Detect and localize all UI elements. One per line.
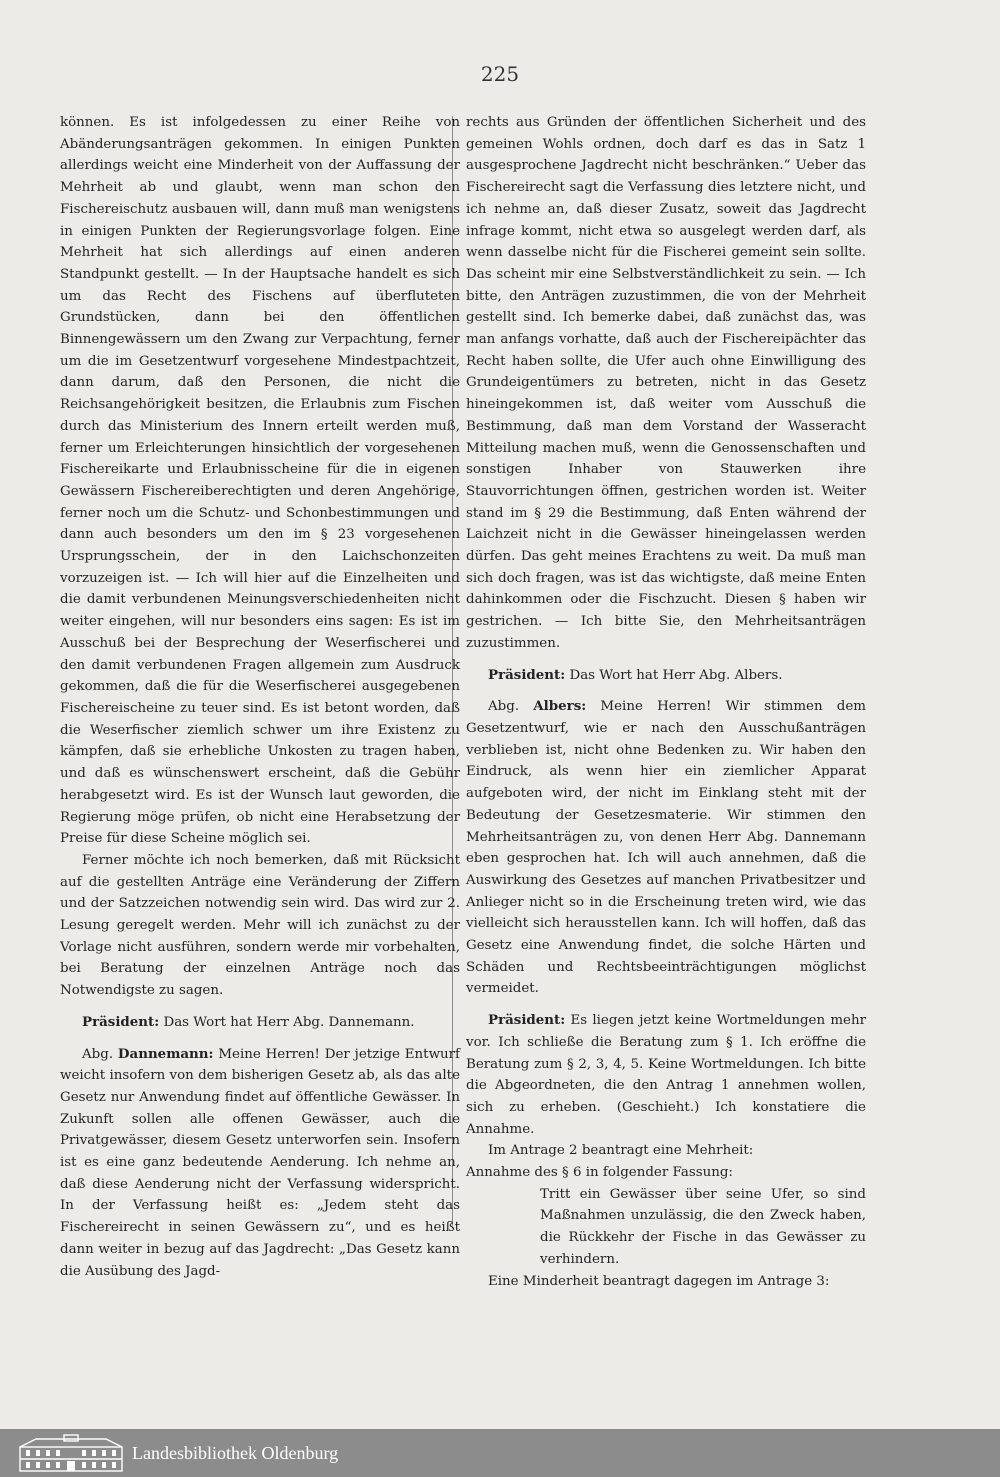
paragraph: können. Es ist infolgedessen zu einer Reihe von Abänderungsanträgen gekommen. In einigen Punkten allerdings weicht eine Minderheit von der Auffassung der Mehrheit ab und glaubt, wenn man schon den Fischereischutz ausbauen will, dann muß man wenigstens in einigen Punkten der Regierungsvorlage folgen. Eine Mehrheit hat sich allerdings auf einen anderen Standpunkt gestellt. — In der Hauptsache handelt es sich um das Recht des Fischens auf überfluteten Grundstücken, dann bei den öffentlichen Binnengewässern um den Zwang zur Verpachtung, ferner um die im Gesetzentwurf vorgesehene Mindestpachtzeit, dann darum, daß den Personen, die nicht die Reichsangehörigkeit besitzen, die Erlaubnis zum Fischen durch das Ministerium des Innern erteilt werden muß, ferner um Erleichterungen hinsichtlich der vorgesehenen Fischereikarte und Erlaubnisscheine für die in eigenen Gewässern Fischereiberechtigten und deren Angehörige, ferner noch um die Schutz- und Schonbestimmungen und dann auch besonders um den im § 23 vorgesehenen Ursprungsschein, der in den Laichschonzeiten vorzuzeigen ist. — Ich will hier auf die Einzelheiten und die damit verbundenen Meinungsverschiedenheiten nicht weiter eingehen, will nur besonders eins sagen: Es ist im Ausschuß bei der Besprechung der Weserfischerei und den damit verbundenen Fragen allgemein zum Ausdruck gekommen, daß die für die Weserfischerei ausgegebenen Fischereischeine zu teuer sind. Es ist betont worden, daß die Weserfischer ziemlich schwer um ihre Existenz zu kämpfen, daß sie erhebliche Unkosten zu tragen haben, und daß es wünschenswert erscheint, daß die Gebühr herabgesetzt wird. Es ist der Wunsch laut geworden, die Regierung möge prüfen, ob nicht eine Herabsetzung der Preise für diese Scheine möglich sei. [60, 115, 460, 847]
speech-text: Es liegen jetzt keine Wortmeldungen mehr vor. Ich schließe die Beratung zum § 1. Ich eröffne die Beratung zum § 2, 3, 4, 5. Keine Wortmeldungen. Ich bitte die Abgeordneten, die den Antrag 1 annehmen wollen, sich zu erheben. (Geschieht.) Ich konstatiere die Annahme. [466, 1013, 866, 1137]
speaker-paragraph [466, 665, 866, 687]
speaker-paragraph [466, 696, 866, 1000]
quoted-motion-text: Tritt ein Gewässer über seine Ufer, so sind Maßnahmen unzulässig, die den Zweck haben, die Rückkehr der Fische in das Gewässer zu verhindern. [540, 1186, 866, 1267]
speaker-name: Präsident: [488, 666, 566, 683]
speech-text: Meine Herren! Der jetzige Entwurf weicht insofern von dem bisherigen Gesetz ab, als das alte Gesetz nur Anwendung findet auf öffentliche Gewässer. In Zukunft sollen alle offenen Gewässer, auch die Privatgewässer, diesem Gesetz unterworfen sein. Insofern ist es eine ganz bedeutende Aenderung. Ich nehme an, daß diese Aenderung nicht der Verfassung widerspricht. In der Verfassung heißt es: „Jedem steht das Fischereirecht in seinen Gewässern zu“, und es heißt dann weiter in bezug auf das Jagdrecht: „Das Gesetz kann die Ausübung des Jagd- [60, 1046, 461, 1279]
library-building-icon [16, 1433, 126, 1473]
speech-text: Das Wort hat Herr Abg. Albers. [569, 667, 783, 683]
speaker-paragraph [60, 1012, 460, 1034]
library-name: Landesbibliothek Oldenburg [132, 1442, 339, 1463]
speaker-name: Präsident: [82, 1013, 160, 1030]
speaker-name: Dannemann: [117, 1045, 214, 1062]
speaker-name: Albers: [533, 698, 587, 715]
paragraph: Ferner möchte ich noch bemerken, daß mit Rücksicht auf die gestellten Anträge eine Veränderung der Ziffern und der Satzzeichen notwendig sein wird. Das wird zur 2. Lesung geregelt werden. Mehr will ich zunächst zu der Vorlage nicht ausführen, sondern werde mir vorbehalten, bei Beratung der einzelnen Anträge noch das Notwendigste zu sagen. [60, 852, 460, 999]
paragraph: Im Antrage 2 beantragt eine Mehrheit: [488, 1143, 754, 1159]
speech-text: Meine Herren! Wir stimmen dem Gesetzentwurf, wie er nach den Ausschußanträgen verblieben ist, nicht ohne Bedenken zu. Wir haben den Eindruck, als wenn hier ein ziemlicher Apparat aufgeboten wird, der nicht im Einklang steht mit der Bedeutung der Gesetzesmaterie. Wir stimmen den Mehrheitsanträgen zu, von denen Herr Abg. Dannemann eben gesprochen hat. Ich will auch annehmen, daß die Auswirkung des Gesetzes auf manchen Privatbesitzer und Anlieger nicht so in die Erscheinung treten wird, wie das vielleicht sich herausstellen kann. Ich will hoffen, daß das Gesetz eine Anwendung findet, die solche Härten und Schäden und Rechtsbeeinträchtigungen möglichst vermeidet. [466, 699, 866, 997]
left-column [60, 112, 460, 1282]
speaker-prefix: Abg. [82, 1046, 114, 1062]
speaker-prefix: Abg. [488, 699, 520, 715]
page-number: 225 [480, 62, 520, 86]
speaker-paragraph [60, 1044, 460, 1283]
paragraph: Eine Minderheit beantragt dagegen im Antrage 3: [488, 1273, 830, 1289]
quoted-motion: Annahme des § 6 in folgender Fassung: [466, 1165, 733, 1181]
speech-text: Das Wort hat Herr Abg. Dannemann. [163, 1014, 415, 1030]
right-column [466, 112, 866, 1292]
speaker-paragraph [466, 1010, 866, 1140]
speaker-name: Präsident: [488, 1012, 566, 1029]
paragraph: rechts aus Gründen der öffentlichen Sicherheit und des gemeinen Wohls ordnen, doch darf es das in Satz 1 ausgesprochene Jagdrecht nicht beschränken.“ Ueber das Fischereirecht sagt die Verfassung dies letztere nicht, und ich nehme an, daß dieser Zusatz, soweit das Jagdrecht infrage kommt, nicht etwa so ausgelegt werden darf, als wenn dasselbe nicht für die Fischerei gemeint sein sollte. Das scheint mir eine Selbstverständlichkeit zu sein. — Ich bitte, den Anträgen zuzustimmen, die von der Mehrheit gestellt sind. Ich bemerke dabei, daß zunächst das, was man anfangs vorhatte, daß auch der Fischereipächter das Recht haben sollte, die Ufer auch ohne Einwilligung des Grundeigentümers zu betreten, nicht in das Gesetz hineingekommen ist, daß weiter vom Ausschuß die Bestimmung, daß man dem Vorstand der Wasseracht Mitteilung machen muß, wenn die Genossenschaften und sonstigen Inhaber von Stauwerken ihre Stauvorrichtungen öffnen, gestrichen worden ist. Weiter stand im § 29 die Bestimmung, daß Enten während der Laichzeit nicht in die Gewässer hineingelassen werden dürfen. Das geht meines Erachtens zu weit. Da muß man sich doch fragen, was ist das wichtigste, daß meine Enten dahinkommen oder die Fischzucht. Diesen § haben wir gestrichen. — Ich bitte Sie, den Mehrheitsanträgen zuzustimmen. [466, 115, 866, 651]
library-footer [0, 1429, 1000, 1477]
